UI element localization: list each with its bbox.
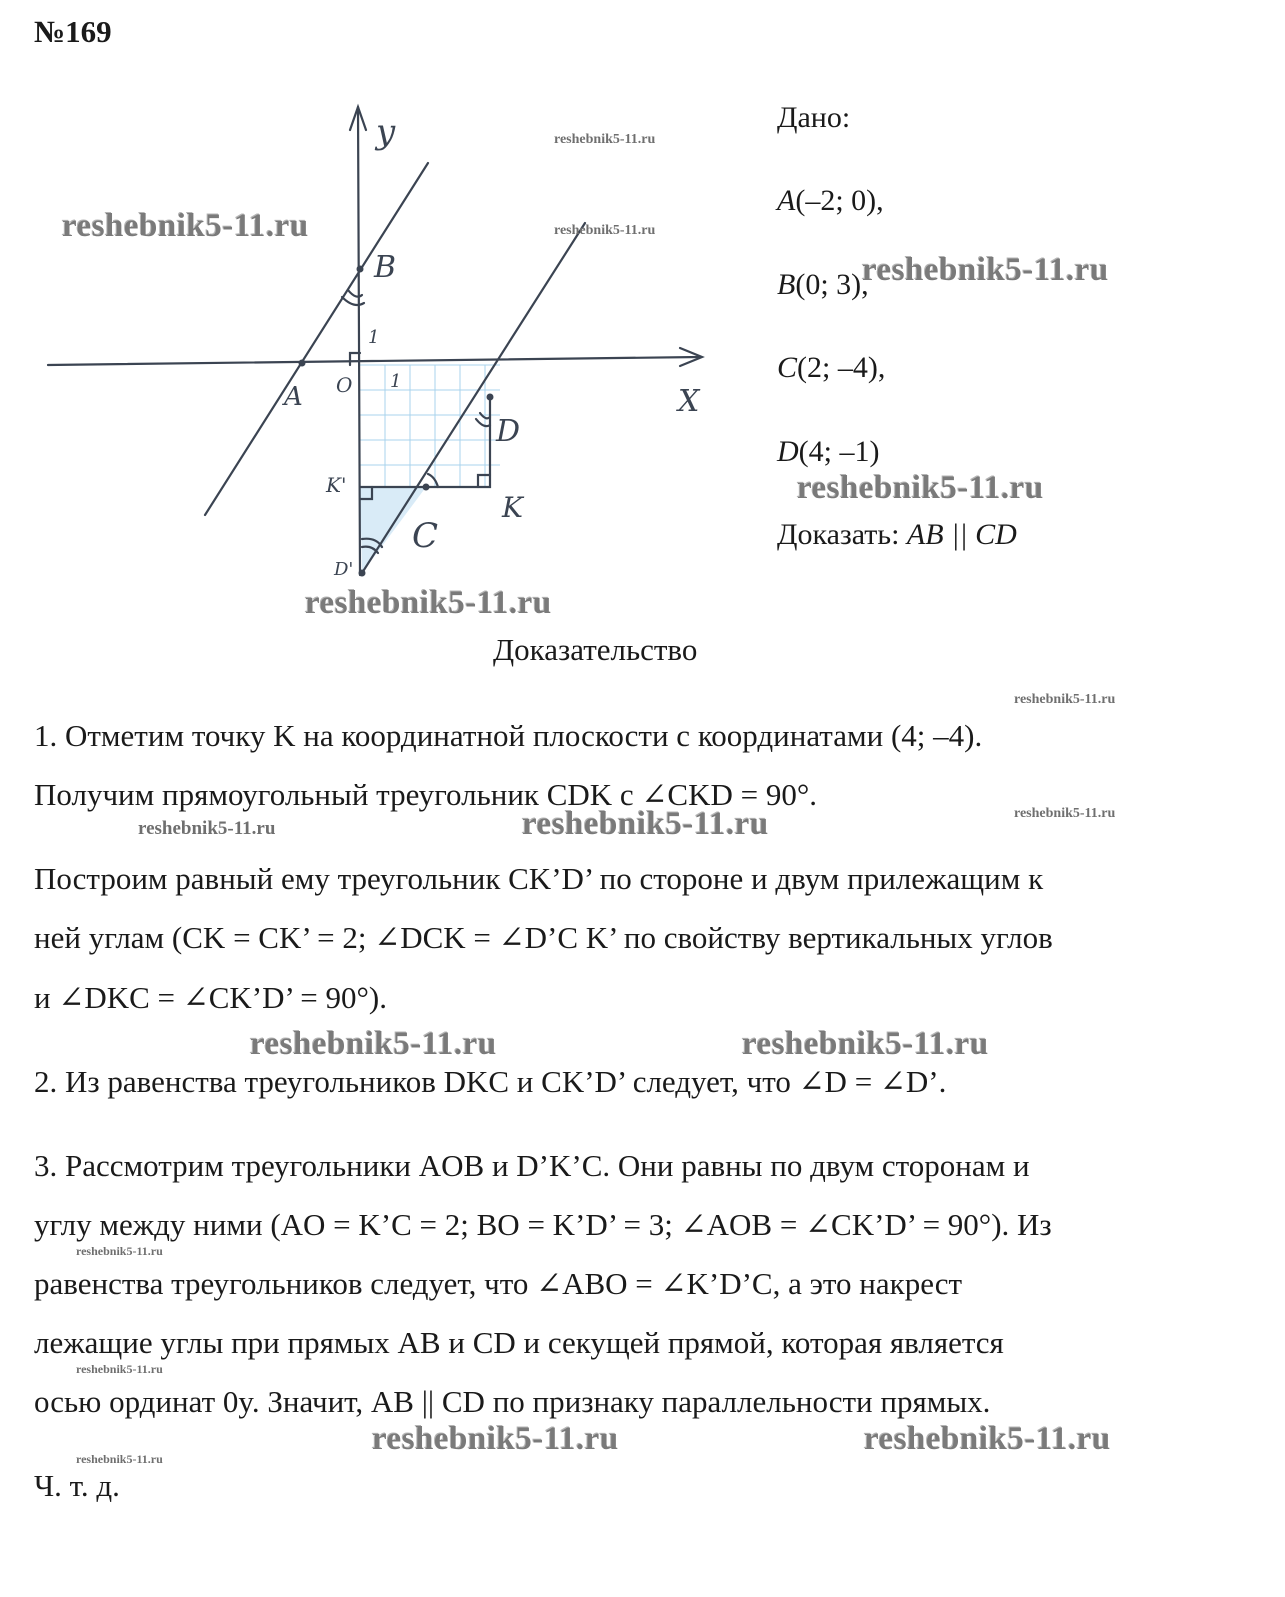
proof-line-1: 1. Отметим точку K на координатной плоскости с координатами (4; –4). <box>34 718 983 753</box>
arc-c <box>428 474 438 487</box>
proof-line-4: ней углам (CK = CK’ = 2; ∠DCK = ∠D’C K’ по свойству вертикальных углов <box>34 920 1053 955</box>
point-name: A <box>777 184 796 217</box>
watermark-small: reshebnik5-11.ru <box>138 818 276 839</box>
arc-b <box>348 290 362 297</box>
label-one-y: 1 <box>368 327 380 348</box>
watermark-small: reshebnik5-11.ru <box>1014 806 1116 821</box>
label-k1: K' <box>326 473 347 497</box>
prove-statement: AB || CD <box>906 518 1017 551</box>
proof-line-10: лежащие углы при прямых AB и CD и секущей прямой, которая является <box>34 1325 1004 1360</box>
proof-line-11: осью ординат 0y. Значит, AB || CD по признаку параллельности прямых. <box>34 1384 991 1419</box>
label-o: O <box>336 373 353 397</box>
proof-line-8: углу между ними (AO = K’C = 2; BO = K’D’ = 3; ∠AOB = ∠CK’D’ = 90°). Из <box>34 1207 1052 1242</box>
proof-line-6: 2. Из равенства треугольников DKC и CK’D’ следует, что ∠D = ∠D’. <box>34 1064 947 1099</box>
watermark-small: reshebnik5-11.ru <box>76 1244 163 1258</box>
label-c: C <box>412 516 439 556</box>
point-d1 <box>359 570 366 577</box>
watermark-small: reshebnik5-11.ru <box>76 1452 163 1466</box>
watermark: reshebnik5-11.ru <box>797 470 1044 506</box>
proof-line-9: равенства треугольников следует, что ∠ABO = ∠K’D’C, а это накрест <box>34 1266 963 1301</box>
watermark: reshebnik5-11.ru <box>862 252 1109 288</box>
watermark: reshebnik5-11.ru <box>864 1421 1111 1457</box>
label-one-x: 1 <box>390 371 402 392</box>
label-y: y <box>376 112 396 152</box>
prove-label: Доказать: <box>777 518 900 551</box>
right-angle-k <box>478 475 490 487</box>
watermark-small: reshebnik5-11.ru <box>76 1362 163 1376</box>
watermark: reshebnik5-11.ru <box>372 1421 619 1457</box>
prove-line <box>777 520 1017 550</box>
point-d <box>487 394 494 401</box>
point-name: B <box>777 268 796 301</box>
grid <box>360 365 500 487</box>
given-point-c <box>777 353 885 383</box>
label-a: A <box>284 382 303 412</box>
proof-conclusion: Ч. т. д. <box>34 1468 120 1503</box>
label-b: B <box>374 250 397 285</box>
watermark: reshebnik5-11.ru <box>250 1026 497 1062</box>
given-point-b <box>777 270 869 300</box>
point-b <box>357 266 364 273</box>
proof-line-5: и ∠DKC = ∠CK’D’ = 90°). <box>34 980 387 1015</box>
arc-d2 <box>476 419 490 426</box>
watermark-small: reshebnik5-11.ru <box>554 223 656 238</box>
watermark: reshebnik5-11.ru <box>305 585 552 621</box>
given-point-d <box>777 437 880 467</box>
problem-number: №169 <box>34 14 112 49</box>
proof-line-7: 3. Рассмотрим треугольники AOB и D’K’C. Они равны по двум сторонам и <box>34 1148 1030 1183</box>
proof-heading: Доказательство <box>493 632 698 667</box>
y-axis <box>358 107 360 575</box>
arc-b2 <box>342 297 364 305</box>
watermark-small: reshebnik5-11.ru <box>554 132 656 147</box>
point-coords: (–2; 0), <box>795 184 884 217</box>
label-d: D <box>496 414 521 449</box>
point-coords: (0; 3), <box>795 268 869 301</box>
label-d1: D' <box>334 559 354 580</box>
watermark: reshebnik5-11.ru <box>522 806 769 842</box>
coordinate-figure <box>40 95 720 595</box>
given-point-a <box>777 186 884 216</box>
point-a <box>299 360 306 367</box>
given-title: Дано: <box>777 101 851 134</box>
point-name: D <box>777 435 799 468</box>
point-name: C <box>777 351 798 384</box>
watermark: reshebnik5-11.ru <box>742 1026 989 1062</box>
x-axis <box>48 357 700 365</box>
point-coords: (2; –4), <box>797 351 886 384</box>
proof-line-3: Построим равный ему треугольник CK’D’ по стороне и двум прилежащим к <box>34 861 1044 896</box>
proof-line-2: Получим прямоугольный треугольник CDK с ∠CKD = 90°. <box>34 777 817 812</box>
label-x: X <box>678 384 700 419</box>
watermark-small: reshebnik5-11.ru <box>1014 692 1116 707</box>
point-c <box>423 484 430 491</box>
point-coords: (4; –1) <box>798 435 880 468</box>
watermark: reshebnik5-11.ru <box>62 208 309 244</box>
label-k: K <box>502 491 523 524</box>
